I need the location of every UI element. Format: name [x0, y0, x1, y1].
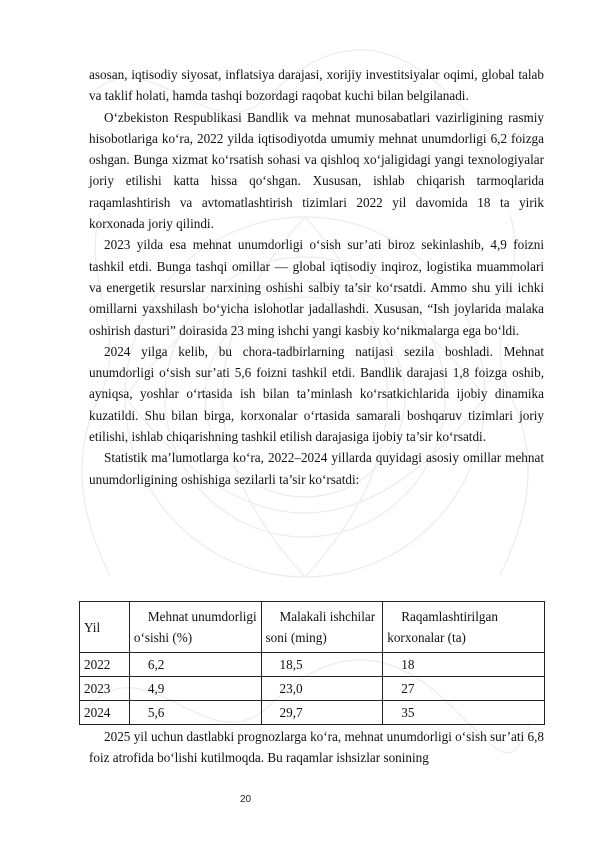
table-cell [383, 653, 545, 677]
cell-year: 2024 [84, 704, 111, 720]
cell-value: 18,5 [279, 656, 303, 672]
table-cell [80, 677, 130, 701]
table-cell [80, 701, 130, 725]
table-cell [129, 701, 261, 725]
table-header-row [80, 602, 545, 653]
body-text [89, 64, 544, 490]
table-row [80, 701, 545, 725]
paragraph: 2023 yilda esa mehnat unumdorligi o‘sish sur’ati biroz sekinlashib, 4,9 foizni tashkil etdi. Bunga tashqi omillar — global iqtisodiy inqiroz, logistika muammolari va energetik resurslar narxining oshishi salbiy ta’sir ko‘rsatdi. Ammo shu yili ichki omillarni yaxshilash bo‘yicha islohotlar jadallashdi. Xususan, “Ish joylarida malaka oshirish dasturi” doirasida 23 ming ishchi yangi kasbiy ko‘nikmalarga ega bo‘ldi. [89, 237, 544, 338]
header-line: korxonalar (ta) [387, 630, 466, 645]
header-year: Yil [84, 619, 101, 635]
paragraph: 2024 yilga kelib, bu chora-tadbirlarning natijasi sezila boshladi. Mehnat unumdorligi o‘sish sur’ati 5,6 foizni tashkil etdi. Bandlik darajasi 1,8 foizga oshib, ayniqsa, yoshlar o‘rtasida ish bilan ta’minlash ko‘rsatkichlarida ijobiy dinamika kuzatildi. Shu bilan birga, korxonalar o‘rtasida samarali boshqaruv tizimlari joriy etilishi, ishlab chiqarishning tashkil etilish darajasiga ijobiy ta’sir ko‘rsatdi. [89, 343, 544, 445]
paragraph: asosan, iqtisodiy siyosat, inflatsiya darajasi, xorijiy investitsiyalar oqimi, global talab va taklif holati, hamda tashqi bozordagi raqobat kuchi bilan belgilanadi. [89, 67, 544, 104]
table-cell [261, 701, 383, 725]
cell-value: 4,9 [147, 680, 165, 696]
cell-value: 6,2 [147, 656, 165, 672]
paragraph: 2025 yil uchun dastlabki prognozlarga ko‘ra, mehnat unumdorligi o‘sish sur’ati 6,8 foiz atrofida bo‘lishi kutilmoqda. Bu raqamlar ishsizlar sonining [89, 729, 544, 766]
page-number: 20 [240, 794, 252, 805]
cell-value: 29,7 [279, 704, 303, 720]
header-line: Raqamlashtirilgan [401, 609, 498, 624]
header-line: o‘sishi (%) [133, 630, 193, 645]
table-cell [129, 677, 261, 701]
table-header-cell [383, 602, 545, 653]
cell-year: 2022 [84, 656, 111, 672]
cell-value: 5,6 [147, 704, 165, 720]
table-header-cell [129, 602, 261, 653]
header-line: Malakali ishchilar [279, 609, 376, 624]
cell-value: 23,0 [279, 680, 303, 696]
header-line: soni (ming) [265, 630, 327, 645]
table-cell [383, 677, 545, 701]
table-row [80, 653, 545, 677]
statistics-table [79, 601, 545, 725]
header-line: Mehnat unumdorligi [147, 609, 257, 624]
table-header-cell [261, 602, 383, 653]
cell-value: 27 [401, 680, 415, 696]
table-cell [261, 677, 383, 701]
cell-value: 35 [401, 704, 415, 720]
table-header-cell [80, 602, 130, 653]
cell-year: 2023 [84, 680, 111, 696]
table-cell [129, 653, 261, 677]
paragraph: Statistik ma’lumotlarga ko‘ra, 2022–2024 yillarda quyidagi asosiy omillar mehnat unumdorligining oshishiga sezilarli ta’sir ko‘rsatdi: [89, 450, 544, 487]
closing-text [89, 726, 544, 769]
cell-value: 18 [401, 656, 415, 672]
paragraph: O‘zbekiston Respublikasi Bandlik va mehnat munosabatlari vazirligining rasmiy hisobotlariga ko‘ra, 2022 yilda iqtisodiyotda umumiy mehnat unumdorligi 6,2 foizga oshgan. Bunga xizmat ko‘rsatish sohasi va qishloq xo‘jaligidagi yangi texnologiyalar joriy etilishi katta hissa qo‘shgan. Xususan, ishlab chiqarish tarmoqlarida raqamlashtirish va avtomatlashtirish tizimlari 2022 yil davomida 18 ta yirik korxonada joriy qilindi. [89, 109, 544, 232]
table-cell [80, 653, 130, 677]
table-cell [383, 701, 545, 725]
table-cell [261, 653, 383, 677]
table-row [80, 677, 545, 701]
